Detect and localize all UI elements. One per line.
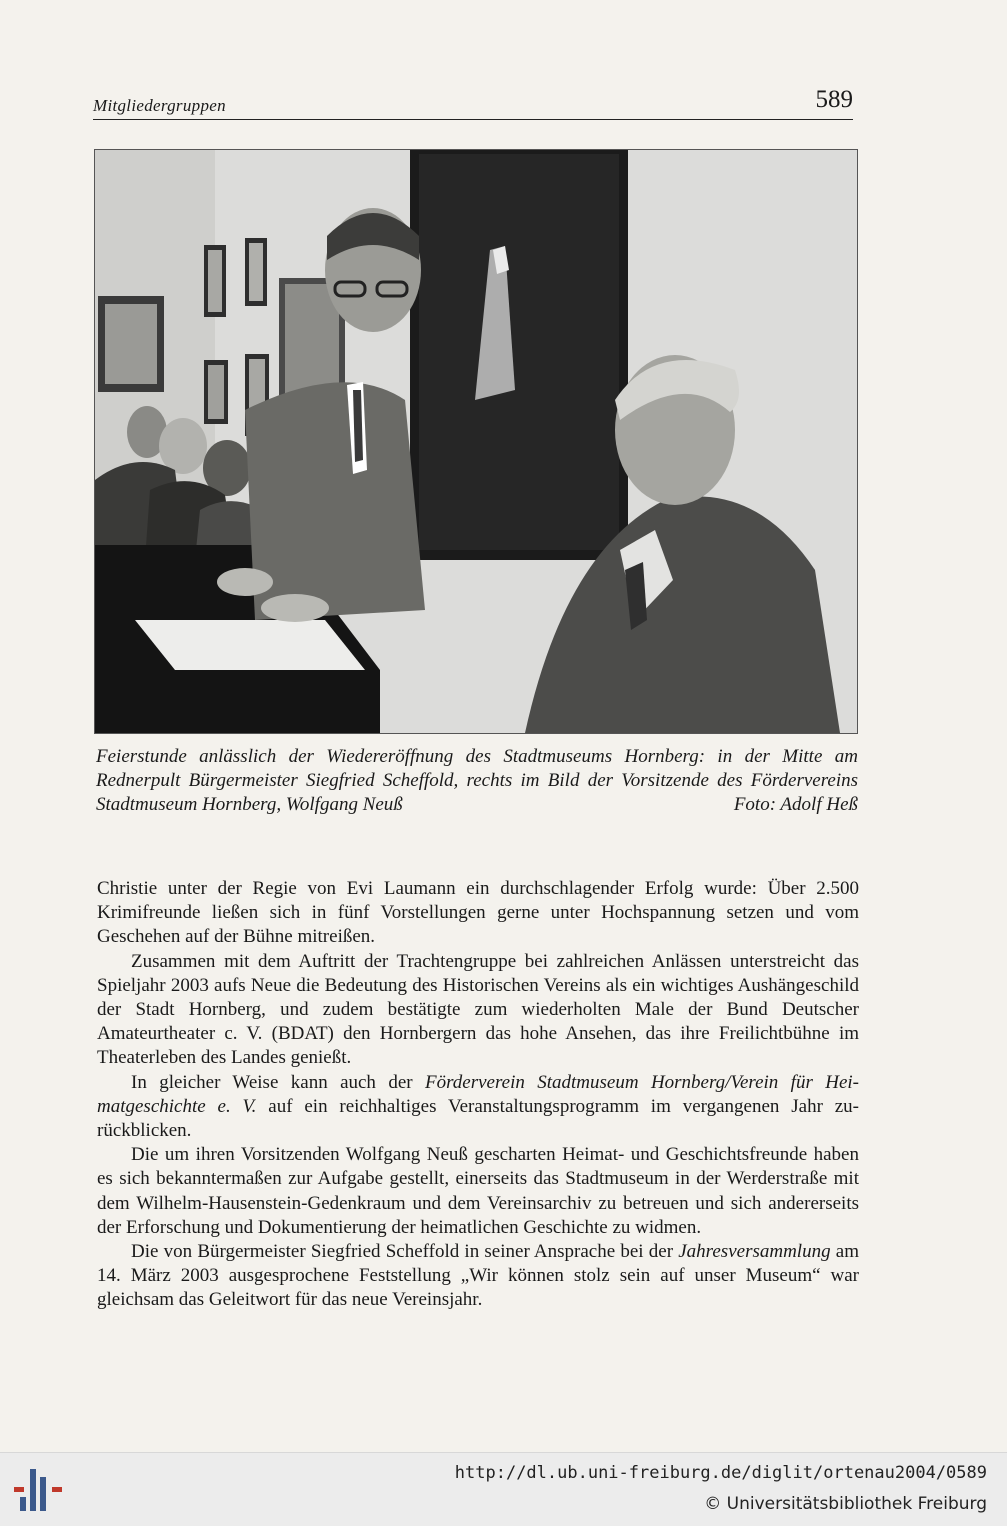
permalink-url[interactable]: http://dl.ub.uni-freiburg.de/diglit/ortenau2004/0589	[454, 1463, 987, 1483]
page-number: 589	[815, 86, 853, 113]
paragraph-5	[97, 1240, 859, 1313]
paragraph-5-text-a: Die von Bürgermeister Siegfried Scheffold in seiner Ansprache bei der	[131, 1241, 679, 1263]
paragraph-4: Die um ihren Vorsitzenden Wolfgang Neuß gescharten Heimat- und Geschichtsfreunde haben es sich bekanntermaßen zur Aufgabe gestellt, einerseits das Stadtmuseum in der Werderstraße mit dem Wilhelm-Hausenstein-Gedenkraum und dem Vereinsarchiv zu betreuen und sich andererseits der Erforschung und Dokumentierung der heimatlichen Geschichte zu widmen.	[97, 1144, 859, 1238]
caption-text: Feierstunde anlässlich der Wiedereröffnung des Stadtmuseums Hornberg: in der Mitte am Rednerpult Bürgermeister Siegfried Scheffold, rechts im Bild der Vorsitzende des Fördervereins Stadtmuseum Hornberg, Wolfgang Neuß	[96, 746, 858, 815]
paragraph-3-italic: Förderverein Stadtmuseum Hornberg/Verein für Heimatgeschichte e. V.	[97, 1071, 859, 1117]
running-head: Mitgliedergruppen	[93, 96, 226, 115]
paragraph-2: Zusammen mit dem Auftritt der Trachtengruppe bei zahlreichen Anlässen unterstreicht das Spieljahr 2003 aufs Neue die Bedeutung des Historischen Vereins als ein wichtiges Aushängeschild der Stadt Hornberg, und zudem bestätigte zum wiederholten Male der Bund Deutscher Amateurtheater c. V. (BDAT) den Hornbergern das hohe Ansehen, das ihre Freilichtbühne im Theaterleben des Landes genießt.	[97, 950, 859, 1069]
paragraph-5-italic: Jahresversammlung	[678, 1241, 831, 1263]
photo-illustration	[95, 150, 857, 733]
event-photograph	[94, 149, 858, 734]
photo-credit: Foto: Adolf Heß	[733, 794, 858, 815]
paragraph-3	[97, 1071, 859, 1144]
header-rule	[93, 119, 853, 120]
paragraph-5-text-b: am 14. März 2003 ausgesprochene Feststellung „Wir können stolz sein auf unser Museum“ war gleichsam das Geleitwort für das neue Vereinsjahr.	[97, 1241, 859, 1311]
viewer-footer	[0, 1452, 1007, 1526]
body-text	[97, 877, 859, 1313]
library-logo-icon	[10, 1465, 66, 1515]
paragraph-3-text-b: auf ein reichhaltiges Veranstaltungsprogramm im vergangenen Jahr zurückblicken.	[97, 1095, 859, 1142]
photo-caption	[96, 745, 858, 817]
paragraph-3-text-a: In gleicher Weise kann auch der	[131, 1071, 425, 1093]
paragraph-1: Christie unter der Regie von Evi Laumann ein durchschlagender Erfolg wurde: Über 2.500 Krimifreunde ließen sich in fünf Vorstellungen gerne unter Hochspannung setzen und vom Geschehen auf der Bühne mitreißen.	[97, 878, 859, 948]
copyright-notice: © Universitätsbibliothek Freiburg	[704, 1494, 987, 1514]
